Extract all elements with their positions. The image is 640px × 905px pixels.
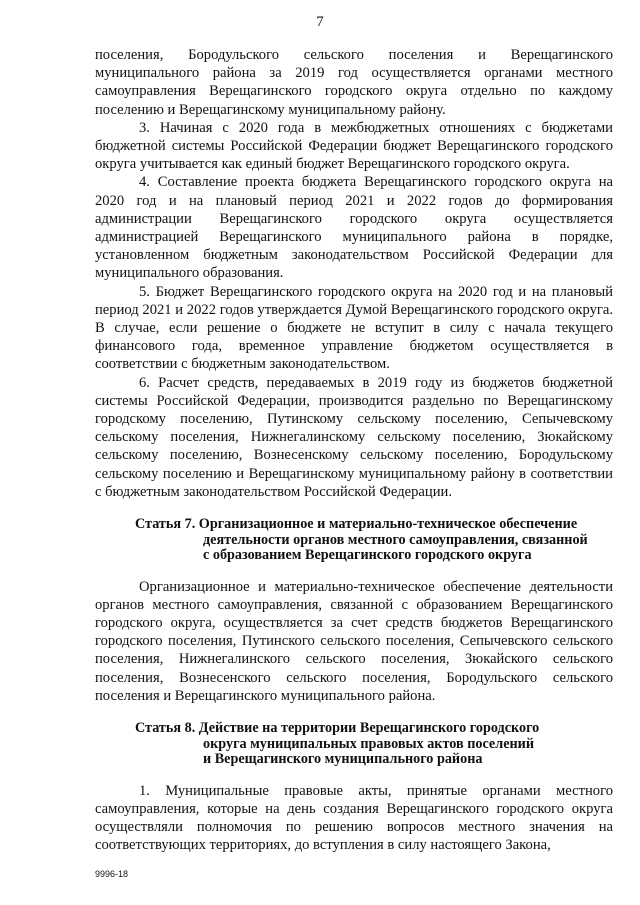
paragraph-5: 5. Бюджет Верещагинского городского округа на 2020 год и на плановый период 2021 и 2022 годов утверждается Думой Верещагинского городского округа. В случае, если решение о бюджете не вступит в силу с начала текущего финансового года, временное управление бюджетом осуществляется в соответствии с бюджетным законодательством. xyxy=(95,283,613,373)
paragraph-6: 6. Расчет средств, передаваемых в 2019 году из бюджетов бюджетной системы Российской Федерации, производится раздельно по Верещагинскому городскому поселению, Путинскому сельскому поселению, Сепычевскому сельскому поселения, Нижнегалинскому сельскому поселению, Зюкайскому сельскому поселению, Вознесенскому сельскому поселению, Бородульскому сельскому поселению и Верещагинскому муниципальному району в соответствии с бюджетным законодательством Российской Федерации. xyxy=(95,374,613,500)
page-number: 7 xyxy=(316,14,324,30)
article-8-heading xyxy=(95,721,613,768)
document-body xyxy=(95,46,613,854)
article-7-heading-line-2: деятельности органов местного самоуправления, связанной xyxy=(203,531,588,548)
article-8-heading-line-3: и Верещагинского муниципального района xyxy=(203,751,483,767)
paragraph-3: 3. Начиная с 2020 года в межбюджетных отношениях с бюджетами бюджетной системы Российской Федерации бюджет Верещагинского городского округа учитывается как единый бюджет Верещагинского городского округа. xyxy=(95,119,613,173)
article-8-heading-line-2: округа муниципальных правовых актов поселений xyxy=(203,735,535,752)
article-8-text: 1. Муниципальные правовые акты, принятые органами местного самоуправления, которые на день создания Верещагинского городского округа осуществляли полномочия по решению вопросов местного значения на соответствующих территориях, до вступления в силу настоящего Закона, xyxy=(95,782,613,854)
paragraph-continuation: поселения, Бородульского сельского поселения и Верещагинского муниципального района за 2019 год осуществляется органами местного самоуправления Верещагинского городского округа отдельно по каждому поселению и Верещагинскому муниципальному району. xyxy=(95,47,613,118)
article-7-heading-line-3: с образованием Верещагинского городского округа xyxy=(203,547,532,564)
article-7-heading xyxy=(95,517,613,564)
document-code: 9996-18 xyxy=(95,869,129,879)
article-7-heading-line-1: Статья 7. Организационное и материально-техническое обеспечение xyxy=(135,516,578,533)
article-8-heading-line-1: Статья 8. Действие на территории Верещагинского городского xyxy=(135,720,540,736)
article-7-text: Организационное и материально-техническое обеспечение деятельности органов местного самоуправления, связанной с образованием Верещагинского городского округа, осуществляется за счет средств бюджетов Верещагинского городского поселения, Путинского сельского поселения, Сепычевского сельского поселения, Нижнегалинского сельского поселения, Зюкайского сельского поселения, Вознесенского сельского поселения, Бородульского сельского поселения и Верещагинского муниципального района. xyxy=(95,578,613,704)
paragraph-4: 4. Составление проекта бюджета Верещагинского городского округа на 2020 год и на плановый период 2021 и 2022 годов до формирования администрации Верещагинского городского округа осуществляется администрацией Верещагинского муниципального района в порядке, установленном бюджетным законодательством Российской Федерации для муниципального образования. xyxy=(95,174,613,282)
